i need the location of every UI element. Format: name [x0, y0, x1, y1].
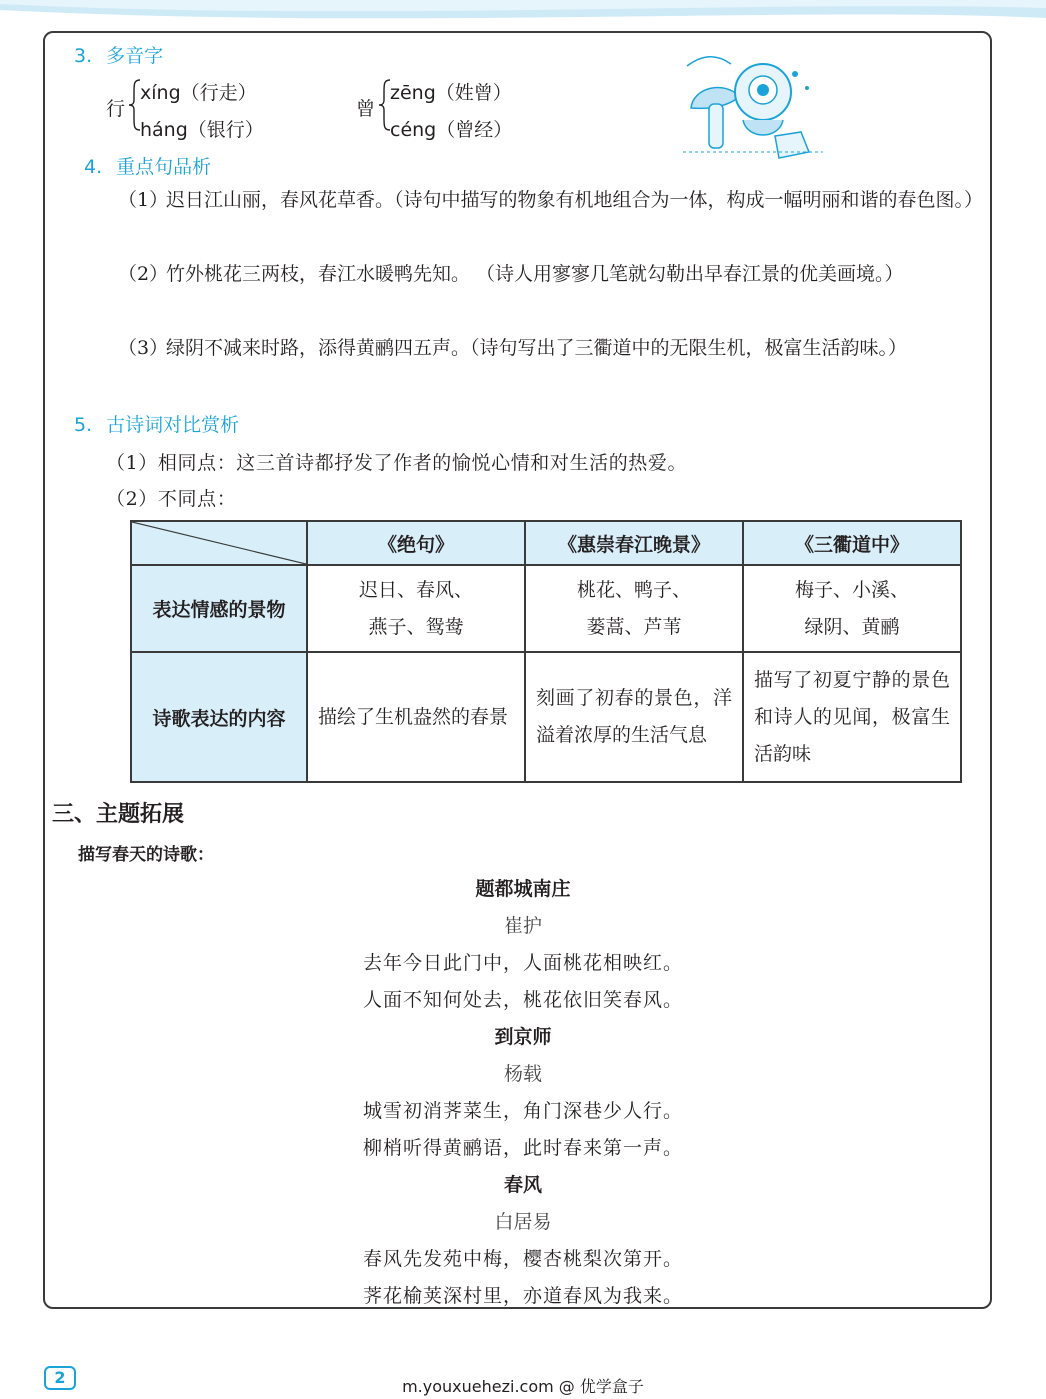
table-row	[131, 565, 961, 652]
table-header-cell: 《三衢道中》	[743, 521, 961, 565]
table-row-header: 表达情感的景物	[131, 565, 307, 652]
poem-author: 杨载	[503, 1063, 542, 1085]
comparison-table	[130, 520, 962, 783]
poem-line: 城雪初消荠菜生，角门深巷少人行。	[362, 1100, 683, 1122]
table-row	[131, 652, 961, 782]
poem-title: 春风	[503, 1174, 542, 1196]
reading-1: xíng（行走）	[140, 82, 257, 104]
polyphone-char: 曾	[356, 98, 376, 120]
section-three-title: 三、主题拓展	[52, 802, 185, 827]
table-header-cell: 《绝句》	[307, 521, 525, 565]
table-row-header: 诗歌表达的内容	[131, 652, 307, 782]
compare-point-different: （2）不同点：	[106, 488, 237, 510]
polyphone-xing	[106, 78, 306, 141]
page-number-badge: 2	[44, 1366, 76, 1390]
table-cell: 描绘了生机盎然的春景	[307, 652, 525, 782]
reading-2: céng（曾经）	[390, 119, 513, 141]
poem-author: 白居易	[494, 1211, 552, 1233]
mascot-mushroom-illustration	[683, 40, 823, 170]
poem-title: 题都城南庄	[475, 878, 571, 900]
polyphone-char: 行	[106, 98, 126, 120]
poem-line: 去年今日此门中，人面桃花相映红。	[362, 952, 683, 974]
poem-line: 人面不知何处去，桃花依旧笑春风。	[362, 989, 683, 1011]
top-wave-decoration	[0, 0, 1046, 34]
section-heading-sentence-analysis: 4. 重点句品析	[84, 156, 212, 178]
section-heading-poem-comparison: 5. 古诗词对比赏析	[74, 414, 240, 436]
section-three-subtitle: 描写春天的诗歌：	[78, 845, 214, 865]
footer-site: m.youxuehezi.com @ 优学盒子	[402, 1377, 644, 1396]
diagonal-line	[132, 522, 306, 564]
table-cell: 刻画了初春的景色，洋溢着浓厚的生活气息	[525, 652, 743, 782]
table-corner-cell	[131, 521, 307, 565]
table-cell: 描写了初夏宁静的景色和诗人的见闻，极富生活韵味	[743, 652, 961, 782]
table-cell: 梅子、小溪、 绿阴、黄鹂	[743, 565, 961, 652]
table-header-row	[131, 521, 961, 565]
poem-title: 到京师	[494, 1026, 552, 1048]
poem-line: 柳梢听得黄鹂语，此时春来第一声。	[362, 1137, 683, 1159]
reading-2: háng（银行）	[140, 119, 264, 141]
table-cell: 桃花、鸭子、 蒌蒿、芦苇	[525, 565, 743, 652]
compare-point-same: （1）相同点：这三首诗都抒发了作者的愉悦心情和对生活的热爱。	[106, 452, 688, 474]
poem-line: 春风先发苑中梅，樱杏桃梨次第开。	[362, 1248, 683, 1270]
section-heading-polyphone: 3. 多音字	[74, 45, 164, 67]
reading-1: zēng（姓曾）	[390, 82, 512, 104]
poem-author: 崔护	[503, 915, 542, 937]
poem-line: 荠花榆荚深村里，亦道春风为我来。	[362, 1285, 683, 1307]
table-cell: 迟日、春风、 燕子、鸳鸯	[307, 565, 525, 652]
polyphone-zeng	[356, 78, 556, 141]
table-header-cell: 《惠崇春江晚景》	[525, 521, 743, 565]
